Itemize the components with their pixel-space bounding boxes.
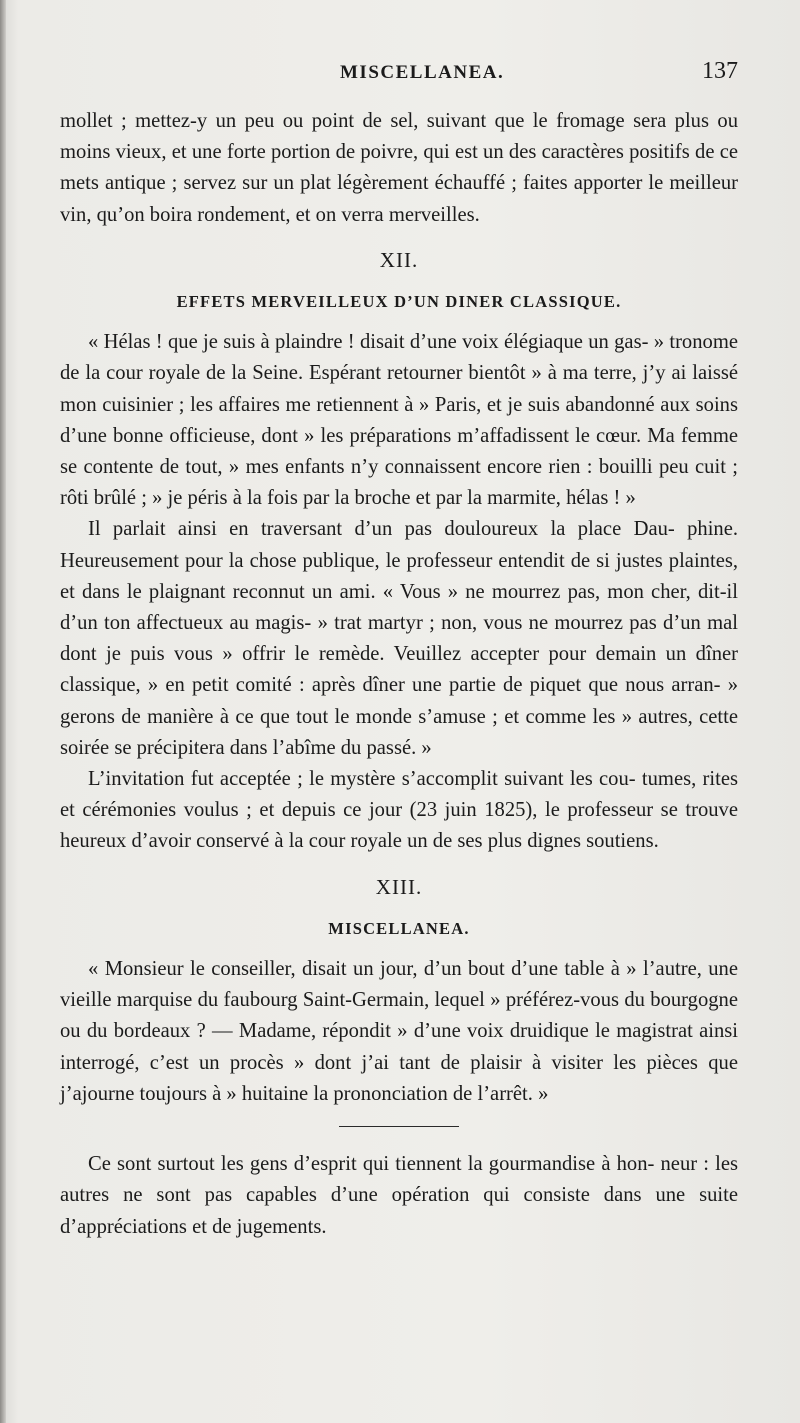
section-xii-title: EFFETS MERVEILLEUX D’UN DINER CLASSIQUE. xyxy=(176,292,622,312)
opening-paragraph: mollet ; mettez-y un peu ou point de sel, suivant que le fromage sera plus ou moins vieux, et une forte portion de poivre, qui est un des caractères positifs de ce mets antique ; servez sur un plat légèrement échauffé ; faites apporter le meilleur vin, qu’on boira rondement, et on verra merveilles. xyxy=(60,110,738,226)
section-xii-paragraph-1: « Hélas ! que je suis à plaindre ! disait d’une voix élégiaque un gas- » tronome de la cour royale de la Seine. Espérant retourner bientôt » à ma terre, j’y ai laissé mon cuisinier ; les affaires me retiennent à » Paris, et je suis abandonné aux soins d’une bonne officieuse, dont » les préparations m’affadissent le cœur. Ma femme se contente de tout, » mes enfants n’y connaissent encore rien : bouilli peu cuit ; rôti brûlé ; » je péris à la fois par la broche et par la marmite, hélas ! » xyxy=(60,331,738,510)
section-xii-paragraph-3: L’invitation fut acceptée ; le mystère s’accomplit suivant les cou- tumes, rites et cérémonies voulus ; et depuis ce jour (23 juin 1825), le professeur se trouve heureux d’avoir conservé à la cour royale un de ses plus dignes soutiens. xyxy=(60,768,738,853)
section-xiii-title: MISCELLANEA. xyxy=(328,918,470,938)
page-binding-edge xyxy=(0,0,6,1423)
closing-paragraph: Ce sont surtout les gens d’esprit qui tiennent la gourmandise à hon- neur : les autres ne sont pas capables d’une opération qui consiste dans une suite d’appréciations et de jugements. xyxy=(60,1153,738,1238)
separator-rule xyxy=(339,1126,459,1127)
running-head: MISCELLANEA. xyxy=(340,62,505,83)
section-xiii-paragraph-1: « Monsieur le conseiller, disait un jour, d’un bout d’une table à » l’autre, une vieille marquise du faubourg Saint-Germain, lequel » préférez-vous du bourgogne ou du bordeaux ? — Madame, répondit » d’une voix druidique le magistrat ainsi interrogé, c’est un procès » dont j’ai tant de plaisir à visiter les pièces que j’ajourne toujours à » huitaine la prononciation de l’arrêt. » xyxy=(60,958,738,1105)
section-xiii-number: XIII. xyxy=(375,874,423,899)
section-xii-paragraph-2: Il parlait ainsi en traversant d’un pas douloureux la place Dau- phine. Heureusement pour la chose publique, le professeur entendit de si justes plaintes, et dans le plaignant reconnut un ami. « Vous » ne mourrez pas, mon cher, dit-il d’un ton affectueux au magis- » trat martyr ; non, vous ne mourrez pas d’un mal dont je puis vous » offrir le remède. Veuillez accepter pour demain un dîner classique, » en petit comité : après dîner une partie de piquet que nous arran- » gerons de manière à ce que tout le monde s’amuse ; et comme les » autres, cette soirée se précipitera dans l’abîme du passé. » xyxy=(60,518,738,759)
page-number: 137 xyxy=(702,58,738,84)
section-xii-number: XII. xyxy=(379,247,419,272)
body-text xyxy=(60,106,738,1243)
page-header xyxy=(150,58,738,92)
